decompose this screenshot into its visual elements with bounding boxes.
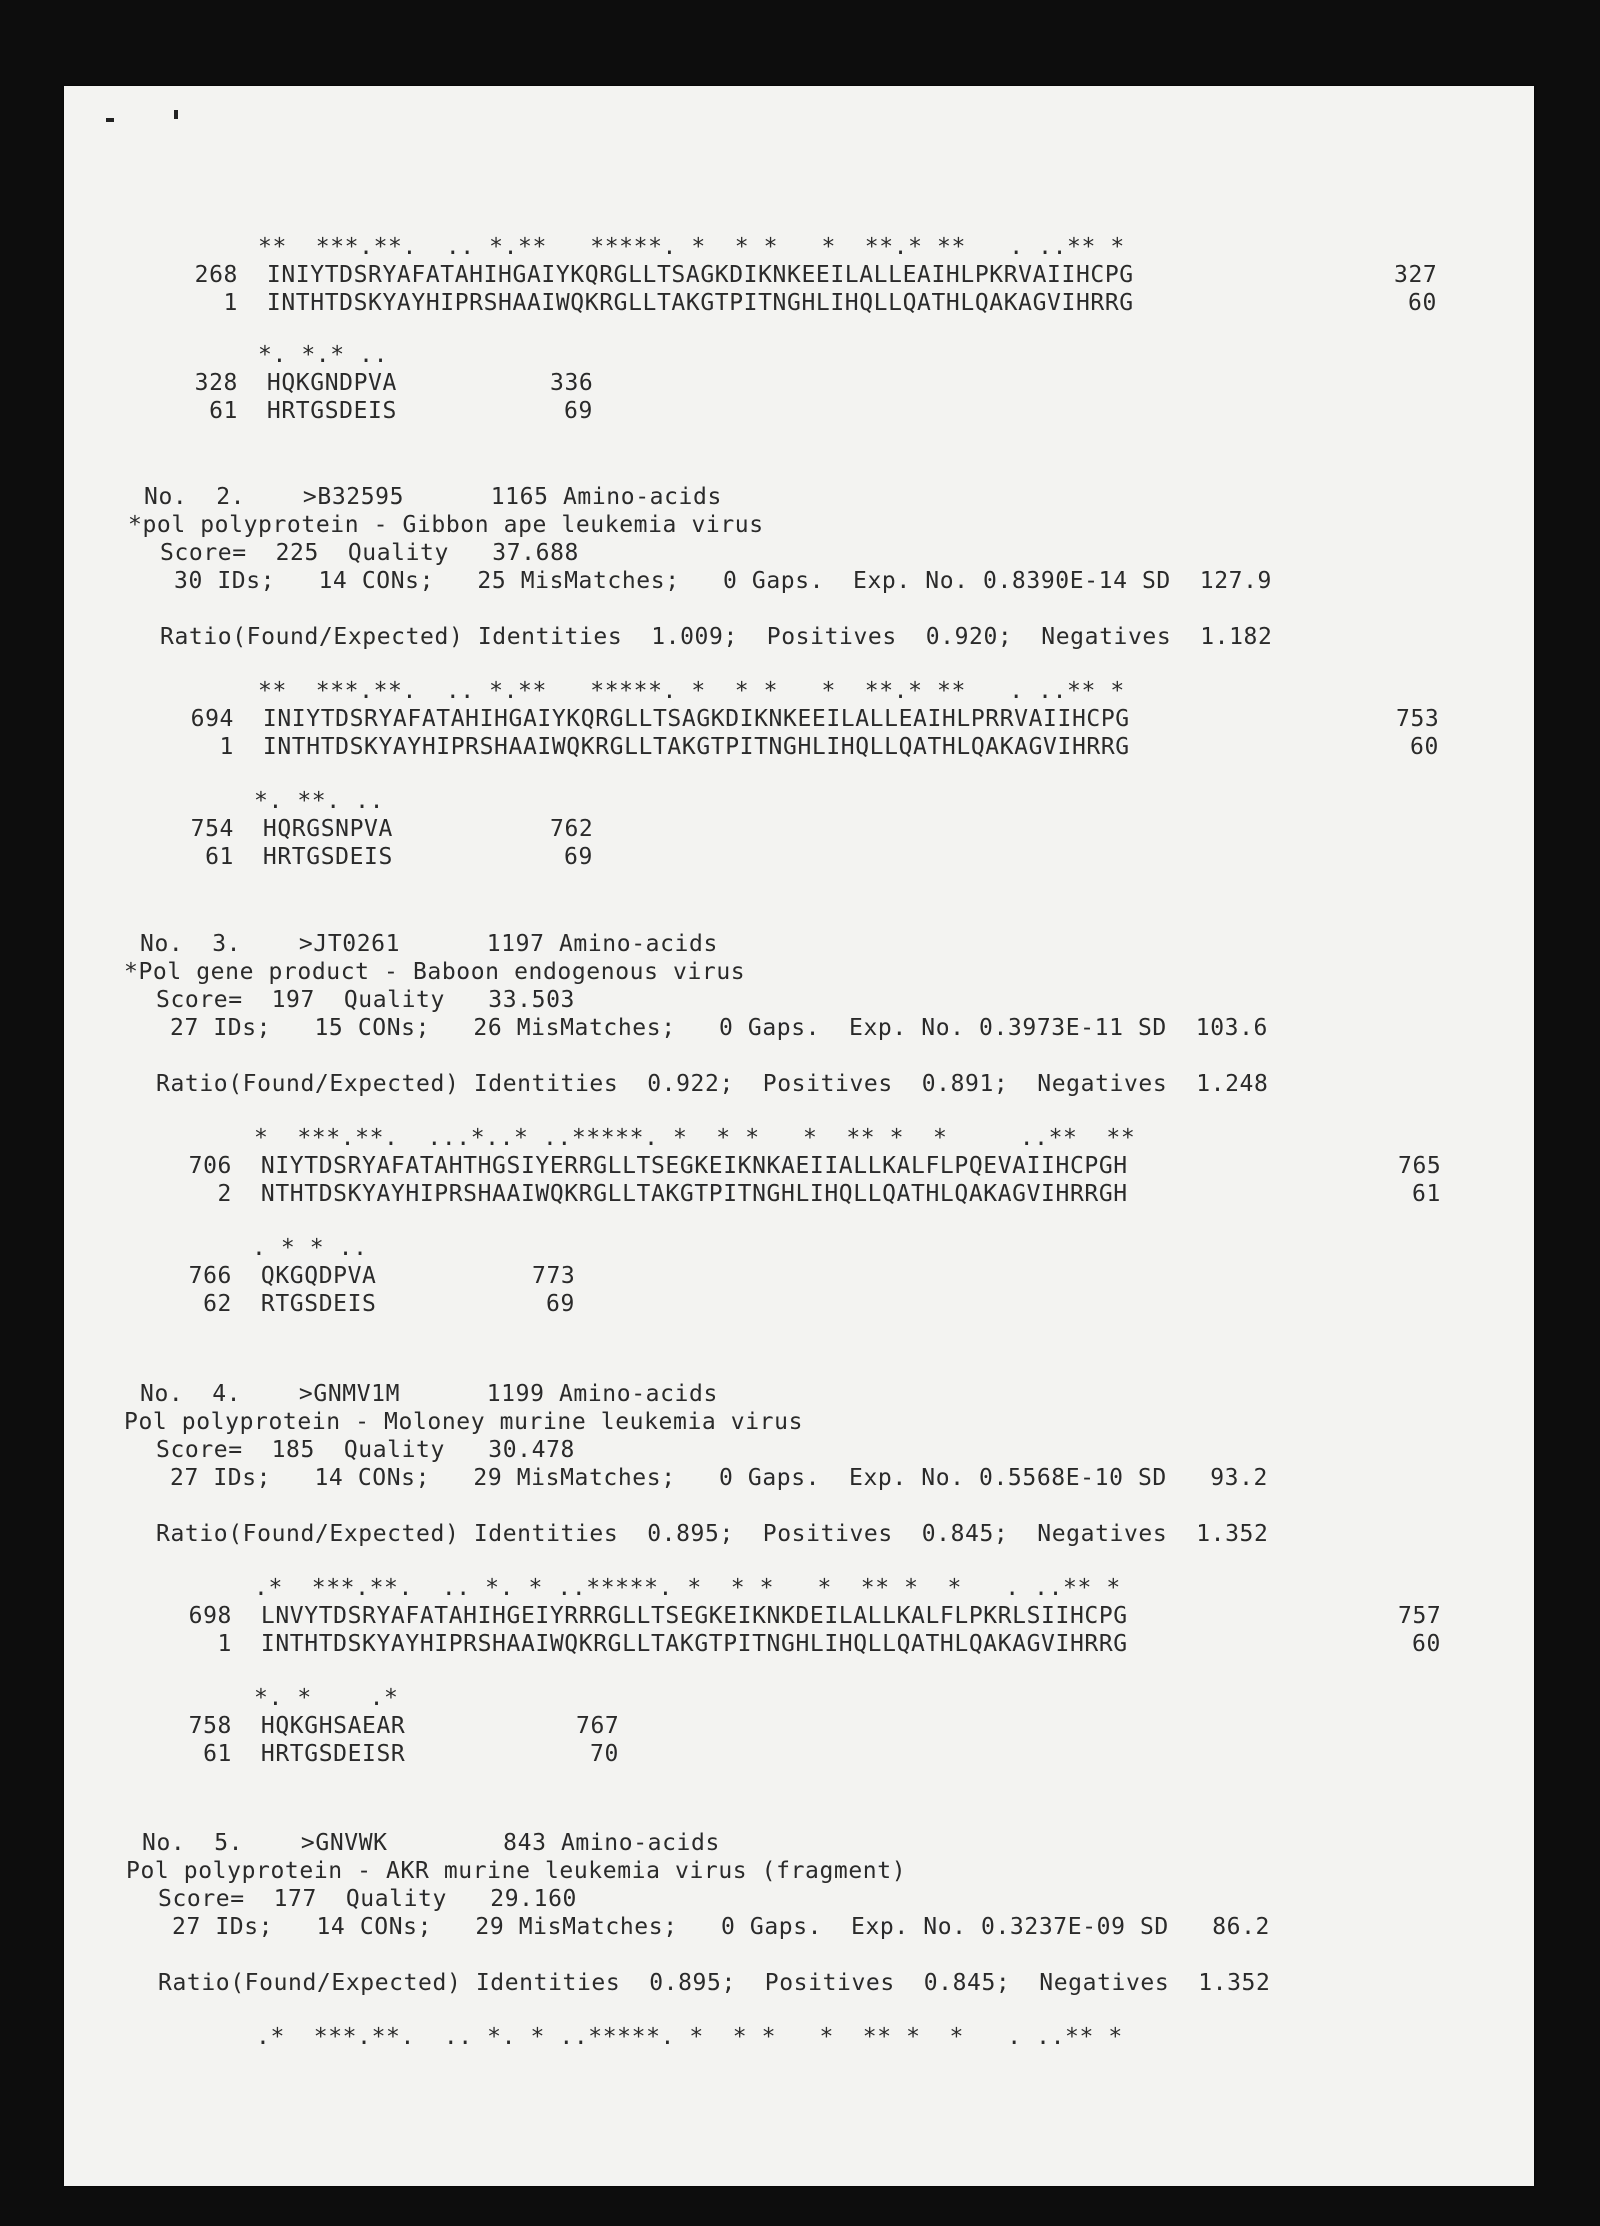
alignment-match-line: .* ***.**. .. *. * ..*****. * * * * ** * * . ..** * (254, 1575, 1121, 1601)
alignment-row: 694 INIYTDSRYAFATAHIHGAIYKQRGLLTSAGKDIKNKEEILALLEAIHLPRRVAIIHCPG 753 (190, 706, 1440, 732)
alignment-row: 1 INTHTDSKYAYHIPRSHAAIWQKRGLLTAKGTPITNGHLIHQLLQATHLQAKAGVIHRRG 60 (219, 734, 1439, 760)
entry-score: Score= 185 Quality 30.478 (156, 1437, 575, 1463)
entry-score: Score= 197 Quality 33.503 (156, 987, 575, 1013)
entry-stats: 27 IDs; 15 CONs; 26 MisMatches; 0 Gaps. Exp. No. 0.3973E-11 SD 103.6 (170, 1015, 1268, 1041)
entry-name: Pol polyprotein - AKR murine leukemia virus (fragment) (126, 1858, 907, 1884)
alignment-row: 758 HQKGHSAEAR 767 (188, 1713, 620, 1739)
entry-score: Score= 177 Quality 29.160 (158, 1886, 577, 1912)
alignment-match-line: * ***.**. ...*..* ..*****. * * * * ** * * ..** ** (254, 1125, 1136, 1151)
alignment-match-line: *. **. .. (254, 788, 385, 814)
alignment-row: 706 NIYTDSRYAFATAHTHGSIYERRGLLTSEGKEIKNKAEIIALLKALFLPQEVAIIHCPGH 765 (188, 1153, 1442, 1179)
alignment-row: 328 HQKGNDPVA 336 (194, 370, 594, 396)
document-page (64, 86, 1534, 2186)
alignment-row: 766 QKGQDPVA 773 (188, 1263, 576, 1289)
alignment-row: 61 HRTGSDEIS 69 (205, 844, 593, 870)
entry-ratio: Ratio(Found/Expected) Identities 0.922; Positives 0.891; Negatives 1.248 (156, 1071, 1269, 1097)
alignment-match-line: . * * .. (252, 1235, 368, 1261)
entry-score: Score= 225 Quality 37.688 (160, 540, 579, 566)
alignment-row: 62 RTGSDEIS 69 (203, 1291, 575, 1317)
entry-header: No. 4. >GNMV1M 1199 Amino-acids (140, 1381, 718, 1407)
entry-stats: 27 IDs; 14 CONs; 29 MisMatches; 0 Gaps. Exp. No. 0.5568E-10 SD 93.2 (170, 1465, 1268, 1491)
alignment-match-line: .* ***.**. .. *. * ..*****. * * * * ** * * . ..** * (256, 2024, 1123, 2050)
alignment-match-line: ** ***.**. .. *.** *****. * * * * **.* ** . ..** * (258, 234, 1125, 260)
entry-ratio: Ratio(Found/Expected) Identities 0.895; Positives 0.845; Negatives 1.352 (156, 1521, 1269, 1547)
alignment-row: 61 HRTGSDEISR 70 (203, 1741, 619, 1767)
entry-header: No. 2. >B32595 1165 Amino-acids (144, 484, 722, 510)
entry-name: *Pol gene product - Baboon endogenous virus (124, 959, 746, 985)
corner-mark (106, 118, 114, 122)
alignment-row: 698 LNVYTDSRYAFATAHIHGEIYRRRGLLTSEGKEIKNKDEILALLKALFLPKRLSIIHCPG 757 (188, 1603, 1442, 1629)
alignment-match-line: ** ***.**. .. *.** *****. * * * * **.* ** . ..** * (258, 678, 1125, 704)
alignment-row: 61 HRTGSDEIS 69 (209, 398, 593, 424)
entry-ratio: Ratio(Found/Expected) Identities 0.895; Positives 0.845; Negatives 1.352 (158, 1970, 1271, 1996)
entry-ratio: Ratio(Found/Expected) Identities 1.009; Positives 0.920; Negatives 1.182 (160, 624, 1273, 650)
entry-header: No. 3. >JT0261 1197 Amino-acids (140, 931, 718, 957)
entry-header: No. 5. >GNVWK 843 Amino-acids (142, 1830, 720, 1856)
entry-stats: 30 IDs; 14 CONs; 25 MisMatches; 0 Gaps. Exp. No. 0.8390E-14 SD 127.9 (174, 568, 1272, 594)
alignment-row: 268 INIYTDSRYAFATAHIHGAIYKQRGLLTSAGKDIKNKEEILALLEAIHLPKRVAIIHCPG 327 (194, 262, 1438, 288)
alignment-row: 1 INTHTDSKYAYHIPRSHAAIWQKRGLLTAKGTPITNGHLIHQLLQATHLQAKAGVIHRRG 60 (217, 1631, 1441, 1657)
alignment-match-line: *. *.* .. (258, 342, 389, 368)
entry-stats: 27 IDs; 14 CONs; 29 MisMatches; 0 Gaps. Exp. No. 0.3237E-09 SD 86.2 (172, 1914, 1270, 1940)
alignment-row: 2 NTHTDSKYAYHIPRSHAAIWQKRGLLTAKGTPITNGHLIHQLLQATHLQAKAGVIHRRGH 61 (217, 1181, 1441, 1207)
alignment-match-line: *. * .* (254, 1685, 399, 1711)
entry-name: Pol polyprotein - Moloney murine leukemia virus (124, 1409, 804, 1435)
alignment-row: 1 INTHTDSKYAYHIPRSHAAIWQKRGLLTAKGTPITNGHLIHQLLQATHLQAKAGVIHRRG 60 (223, 290, 1437, 316)
entry-name: *pol polyprotein - Gibbon ape leukemia virus (128, 512, 764, 538)
alignment-row: 754 HQRGSNPVA 762 (190, 816, 594, 842)
corner-mark (174, 110, 178, 119)
